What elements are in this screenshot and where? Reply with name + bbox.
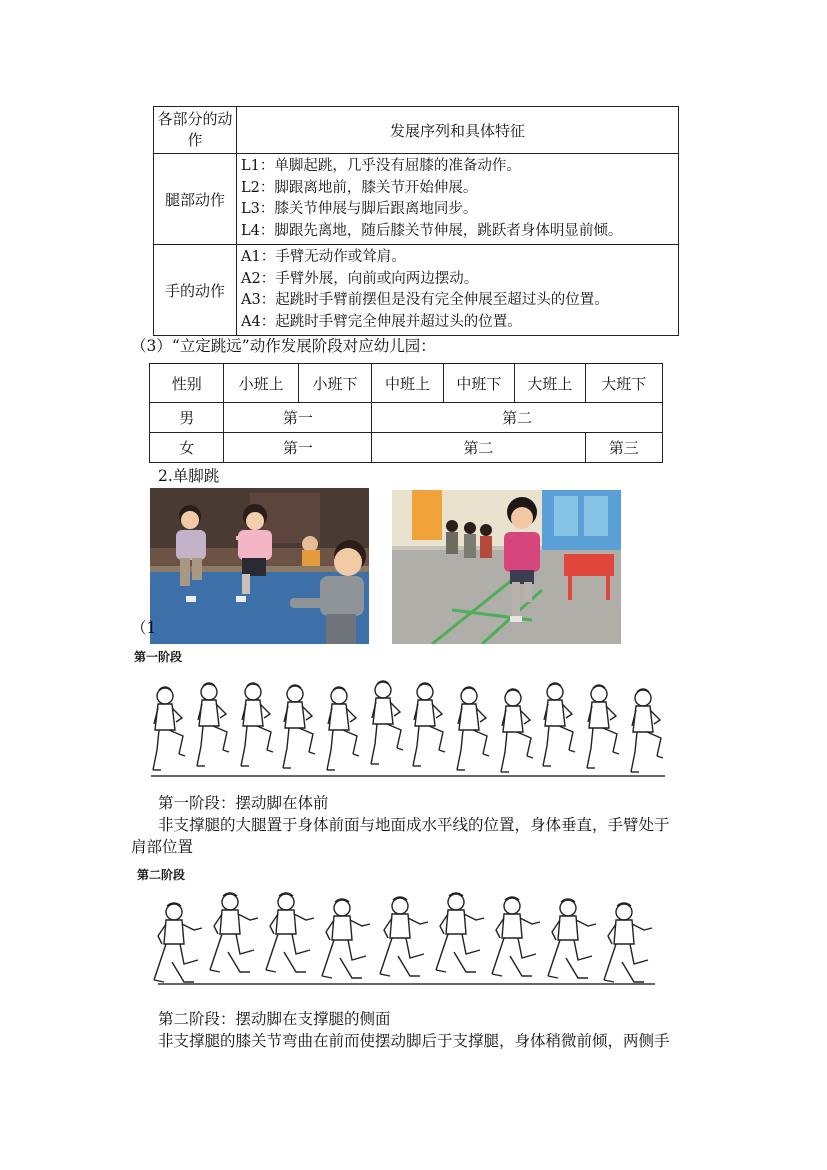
list-item: L2：脚跟离地前，膝关节开始伸展。 xyxy=(241,179,478,196)
section-heading-hop: 2.单脚跳 xyxy=(158,467,220,485)
stage2-figure-label: 第二阶段 xyxy=(137,868,186,882)
partial-list-marker: （1 xyxy=(131,619,157,637)
table1-row-leg-items xyxy=(237,154,679,245)
stage1-description-line1: 非支撑腿的大腿置于身体前面与地面成水平线的位置，身体垂直，手臂处于 xyxy=(158,816,670,834)
photo-children-hopping-outdoor xyxy=(150,488,369,644)
table1-header-part: 各部分的动作 xyxy=(154,107,237,154)
caption-long-jump: （3）“立定跳远”动作发展阶段对应幼儿园： xyxy=(131,337,436,355)
stage2-hopping-sequence-figure xyxy=(150,884,665,992)
table2-female-stage3: 第三 xyxy=(585,433,662,463)
table2-female-label: 女 xyxy=(150,433,224,463)
stage2-description-line1: 非支撑腿的膝关节弯曲在前而使摆动脚后于支撑腿，身体稍微前倾，两侧手 xyxy=(158,1032,670,1050)
stage1-figure-label: 第一阶段 xyxy=(134,650,183,664)
table2-header-col: 小班下 xyxy=(298,364,371,403)
list-item: A2：手臂外展，向前或向两边摆动。 xyxy=(241,270,479,287)
table2-female-stage2: 第二 xyxy=(372,433,585,463)
stage2-title: 第二阶段：摆动脚在支撑腿的侧面 xyxy=(158,1010,391,1028)
list-item: L3：膝关节伸展与脚后跟离地同步。 xyxy=(241,201,478,217)
table1-row-leg-label: 腿部动作 xyxy=(154,154,237,245)
table2-male-stage2: 第二 xyxy=(372,403,663,433)
stage1-title: 第一阶段：摆动脚在体前 xyxy=(158,794,329,812)
photo-outdoor-image xyxy=(150,488,369,644)
photo-girl-hopping-indoor xyxy=(392,490,621,644)
table2-header-col: 小班上 xyxy=(224,364,298,403)
table2-male-stage1: 第一 xyxy=(224,403,372,433)
stage-kindergarten-table xyxy=(149,363,663,463)
list-item: A3：起跳时手臂前摆但是没有完全伸展至超过头的位置。 xyxy=(241,292,609,308)
table1-row-hand-label: 手的动作 xyxy=(154,245,237,336)
table2-header-col: 大班下 xyxy=(585,364,662,403)
list-item: L4：脚跟先离地，随后膝关节伸展，跳跃者身体明显前倾。 xyxy=(241,222,623,239)
list-item: A1：手臂无动作或耸肩。 xyxy=(241,249,406,265)
list-item: A4：起跳时手臂完全伸展并超过头的位置。 xyxy=(241,313,522,330)
table2-header-col: 中班上 xyxy=(372,364,443,403)
table1-header-feature: 发展序列和具体特征 xyxy=(237,107,679,154)
table2-header-gender: 性别 xyxy=(150,364,224,403)
stage1-description-line2: 肩部位置 xyxy=(131,838,194,856)
table2-male-label: 男 xyxy=(150,403,224,433)
movement-feature-table xyxy=(153,106,679,336)
list-item: L1：单脚起跳，几乎没有屈膝的准备动作。 xyxy=(241,158,521,174)
table1-row-hand-items xyxy=(237,245,679,336)
stage1-hopping-sequence-figure xyxy=(145,668,675,786)
table2-female-stage1: 第一 xyxy=(224,433,372,463)
table2-header-col: 中班下 xyxy=(443,364,514,403)
photo-indoor-image xyxy=(392,490,621,644)
table2-header-col: 大班上 xyxy=(515,364,585,403)
